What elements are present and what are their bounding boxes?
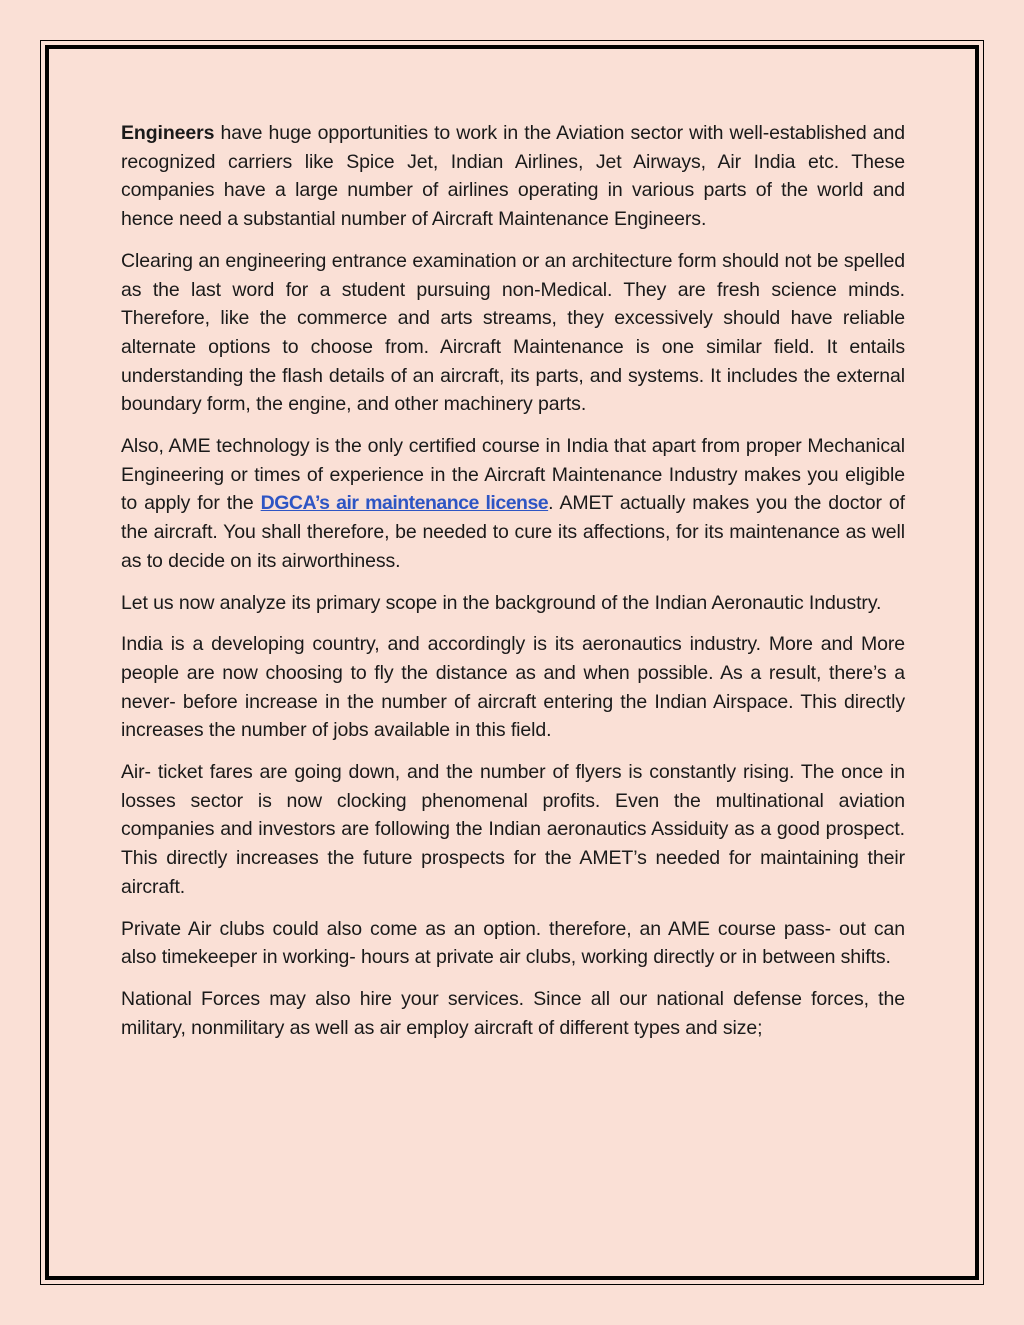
- paragraph-text: . AMET actually makes you the doctor of the aircraft. You shall therefore, be needed to cure its affections, for its maintenance as well as to decide on its airworthiness.: [121, 492, 905, 572]
- paragraph-text: Also, AME technology is the only certified course in India that apart from proper Mechanical Engineering or times of experience in the Aircraft Maintenance Industry makes you eligible to apply for the: [121, 435, 905, 515]
- paragraph-private-air-clubs: [121, 915, 905, 972]
- paragraph-analyze-scope: [121, 589, 905, 618]
- paragraph-text: Air- ticket fares are going down, and the number of flyers is constantly rising. The once in losses sector is now clocking phenomenal profits. Even the multinational aviation companies and investors are following the Indian aeronautics Assiduity as a good prospect. This directly increases the future prospects for the AMET’s needed for maintaining their aircraft.: [121, 761, 905, 898]
- paragraph-text: National Forces may also hire your services. Since all our national defense forces, the military, nonmilitary as well as air employ aircraft of different types and size;: [121, 987, 905, 1039]
- paragraph-text: Let us now analyze its primary scope in the background of the Indian Aeronautic Industry.: [121, 591, 882, 614]
- paragraph-text: Clearing an engineering entrance examination or an architecture form should not be spelled as the last word for a student pursuing non-Medical. They are fresh science minds. Therefore, like the commerce and arts streams, they excessively should have reliable alternate options to choose from. Aircraft Maintenance is one similar field. It entails understanding the flash details of an aircraft, its parts, and systems. It includes the external boundary form, the engine, and other machinery parts.: [121, 249, 905, 416]
- paragraph-text: have huge opportunities to work in the Aviation sector with well-established and recognized carriers like Spice Jet, Indian Airlines, Jet Airways, Air India etc. These companies have a large number of airlines operating in various parts of the world and hence need a substantial number of Aircraft Maintenance Engineers.: [121, 122, 905, 231]
- paragraph-text: India is a developing country, and accordingly is its aeronautics industry. More and More people are now choosing to fly the distance as and when possible. As a result, there’s a never- before increase in the number of aircraft entering the Indian Airspace. This directly increases the number of jobs available in this field.: [121, 633, 905, 742]
- paragraph-clearing-exam: [121, 247, 905, 419]
- paragraph-developing-country: [121, 630, 905, 745]
- paragraph-text: Private Air clubs could also come as an option. therefore, an AME course pass- out can also timekeeper in working- hours at private air clubs, working directly or in between shifts.: [121, 917, 905, 969]
- paragraph-national-forces: [121, 985, 905, 1042]
- document-body: [121, 119, 905, 1055]
- paragraph-ame-technology: [121, 432, 905, 576]
- dgca-license-link[interactable]: DGCA’s air maintenance license: [260, 492, 549, 515]
- engineers-bold-term: Engineers: [121, 122, 215, 144]
- paragraph-ticket-fares: [121, 758, 905, 902]
- paragraph-engineers: [121, 119, 905, 234]
